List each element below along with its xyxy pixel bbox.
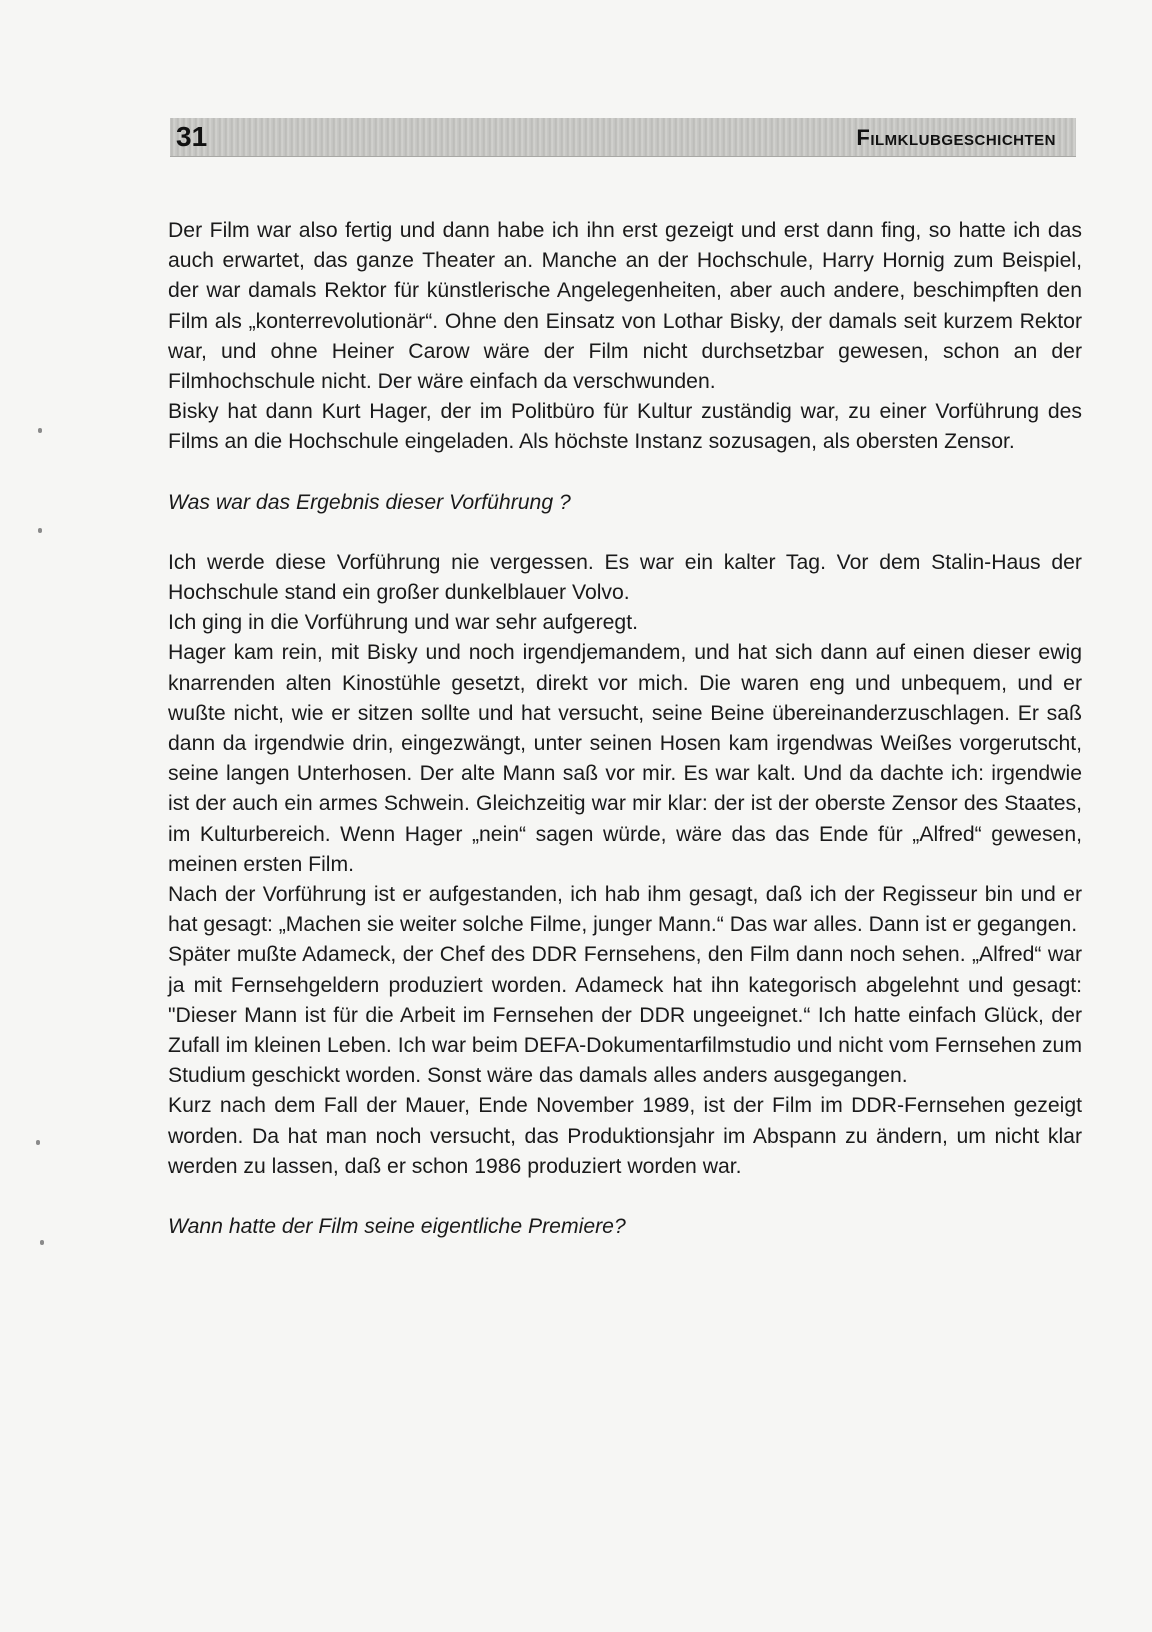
paragraph: Ich ging in die Vorführung und war sehr aufgeregt. [168, 611, 638, 635]
interview-question: Wann hatte der Film seine eigentliche Premiere? [168, 1215, 626, 1239]
running-header [170, 118, 1076, 157]
page-number: 31 [176, 121, 208, 152]
paragraph: Später mußte Adameck, der Chef des DDR Fernsehens, den Film dann noch sehen. „Alfred“ war ja mit Fernsehgeldern produziert worden. Adameck hat ihn kategorisch abgelehnt und gesagt: "Dieser Mann ist für die Arbeit im Fernsehen der DDR ungeeignet.“ Ich hatte einfach Glück, der Zufall im kleinen Leben. Ich war beim DEFA-Dokumentarfilmstudio und nicht vom Fernsehen zum Studium geschickt worden. Sonst wäre das damals alles anders ausgegangen. [168, 943, 1082, 1088]
paragraph: Ich werde diese Vorführung nie vergessen. Es war ein kalter Tag. Vor dem Stalin-Haus der Hochschule stand ein großer dunkelblauer Volvo. [168, 550, 1082, 605]
interview-question: Was war das Ergebnis dieser Vorführung ? [168, 490, 571, 514]
scan-speck [36, 1140, 40, 1145]
paragraph: Nach der Vorführung ist er aufgestanden, ich hab ihm gesagt, daß ich der Regisseur bin und er hat gesagt: „Machen sie weiter solche Filme, junger Mann.“ Das war alles. Dann ist er gegangen. [168, 883, 1082, 937]
scan-speck [38, 428, 42, 433]
paragraph: Bisky hat dann Kurt Hager, der im Politbüro für Kultur zuständig war, zu einer Vorführung des Films an die Hochschule eingeladen. Als höchste Instanz sozusagen, als obersten Zensor. [168, 400, 1082, 454]
running-head-title: Filmklubgeschichten [856, 125, 1056, 150]
paragraph: Kurz nach dem Fall der Mauer, Ende November 1989, ist der Film im DDR-Fernsehen gezeigt worden. Da hat man noch versucht, das Produktionsjahr im Abspann zu ändern, um nicht klar werden zu lassen, daß er schon 1986 produziert worden war. [168, 1094, 1082, 1178]
paragraph: Der Film war also fertig und dann habe ich ihn erst gezeigt und erst dann fing, so hatte ich das auch erwartet, das ganze Theater an. Manche an der Hochschule, Harry Hornig zum Beispiel, der war damals Rektor für künstlerische Angelegenheiten, aber auch andere, beschimpften den Film als „konterrevolutionär“. Ohne den Einsatz von Lothar Bisky, der damals seit kurzem Rektor war, und ohne Heiner Carow wäre der Film nicht durchsetzbar gewesen, schon an der Filmhochschule nicht. Der wäre einfach da verschwunden. [168, 219, 1082, 394]
scan-speck [38, 528, 42, 533]
paragraph: Hager kam rein, mit Bisky und noch irgendjemandem, und hat sich dann auf einen dieser ewig knarrenden alten Kinostühle gesetzt, direkt vor mich. Die waren eng und unbequem, und er wußte nicht, wie er sitzen sollte und hat versucht, seine Beine übereinanderzuschlagen. Er saß dann da irgendwie drin, eingezwängt, unter seinen Hosen kam irgendwas Weißes vorgerutscht, seine langen Unterhosen. Der alte Mann saß vor mir. Es war kalt. Und da dachte ich: irgendwie ist der auch ein armes Schwein. Gleichzeitig war mir klar: der ist der oberste Zensor des Staates, im Kulturbereich. Wenn Hager „nein“ sagen würde, wäre das das Ende für „Alfred“ gewesen, meinen ersten Film. [168, 641, 1082, 876]
body-text [168, 216, 1082, 1242]
scan-speck [40, 1240, 44, 1245]
